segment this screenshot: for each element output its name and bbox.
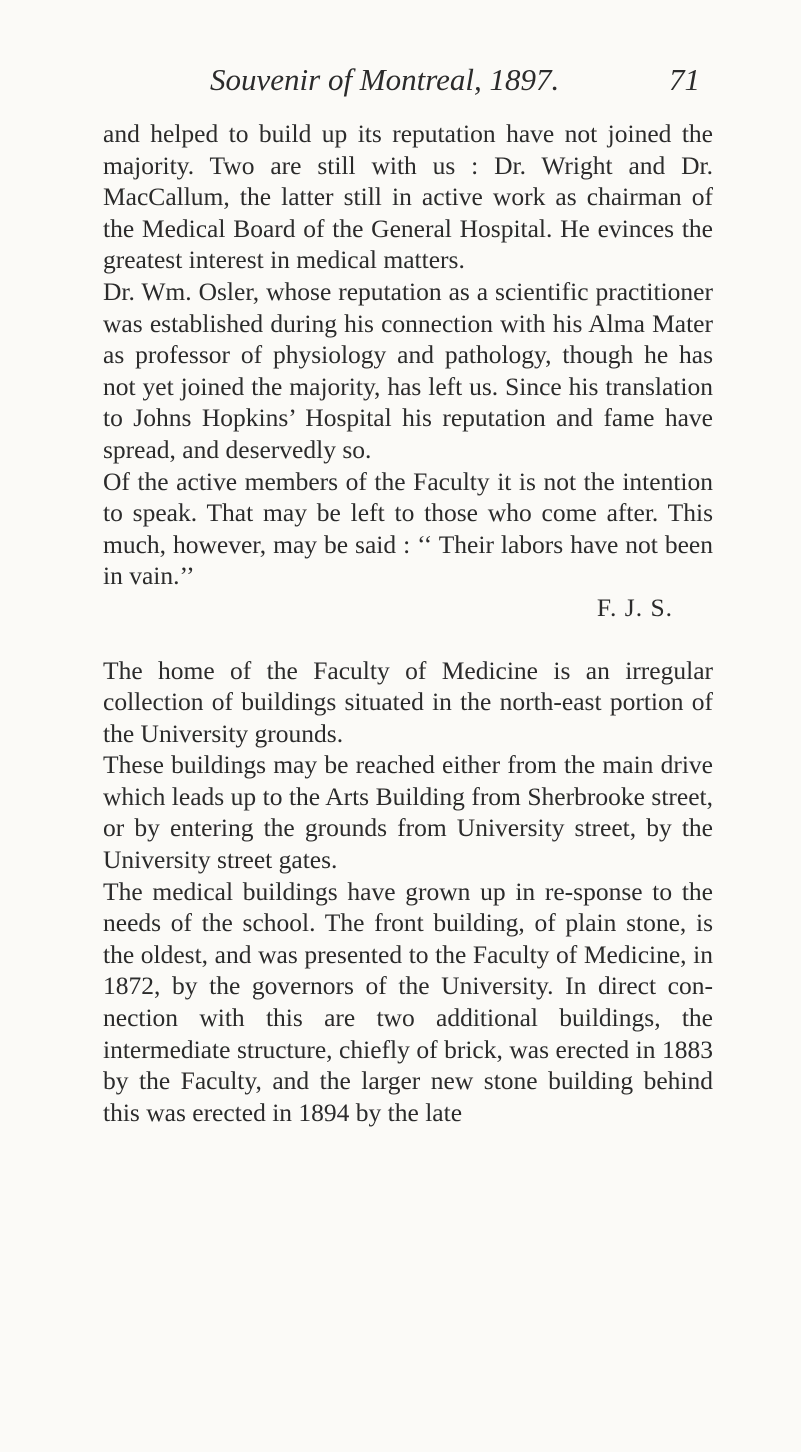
paragraph: The medical buildings have grown up in re-sponse to the needs of the school. The front building, of plain stone, is the oldest, and was presented to the Faculty of Medicine, in 1872, by the governors of the University. In direct con-nection with this are two additional buildings, the intermediate structure, chiefly of brick, was erected in 1883 by the Faculty, and the larger new stone building behind this was erected in 1894 by the late <box>103 876 713 1127</box>
paragraph: Dr. Wm. Osler, whose reputation as a scientific practitioner was established during his connection with his Alma Mater as professor of physiology and pathology, though he has not yet joined the majority, has left us. Since his translation to Johns Hopkins’ Hospital his reputation and fame have spread, and deservedly so. <box>103 276 713 464</box>
running-head-title: Souvenir of Montreal, 1897. <box>210 62 560 97</box>
running-head <box>210 60 700 100</box>
paragraph: Of the active members of the Faculty it is not the intention to speak. That may be left to those who come after. This much, however, may be said : ‘‘ Their labors have not been in vain.’’ <box>103 466 713 591</box>
section-gap <box>103 624 713 655</box>
paragraph: and helped to build up its reputation have not joined the majority. Two are still with us : Dr. Wright and Dr. MacCallum, the latter still in active work as chairman of the Medical Board of the General Hospital. He evinces the greatest interest in medical matters. <box>103 119 713 275</box>
body-text <box>103 118 713 1128</box>
paragraph: The home of the Faculty of Medicine is an irregular collection of buildings situated in the north-east portion of the University grounds. <box>103 655 713 748</box>
page-number: 71 <box>669 62 700 97</box>
author-initials: F. J. S. <box>596 592 673 622</box>
paragraph: These buildings may be reached either from the main drive which leads up to the Arts Building from Sherbrooke street, or by entering the grounds from University street, by the University street gates. <box>103 750 713 875</box>
